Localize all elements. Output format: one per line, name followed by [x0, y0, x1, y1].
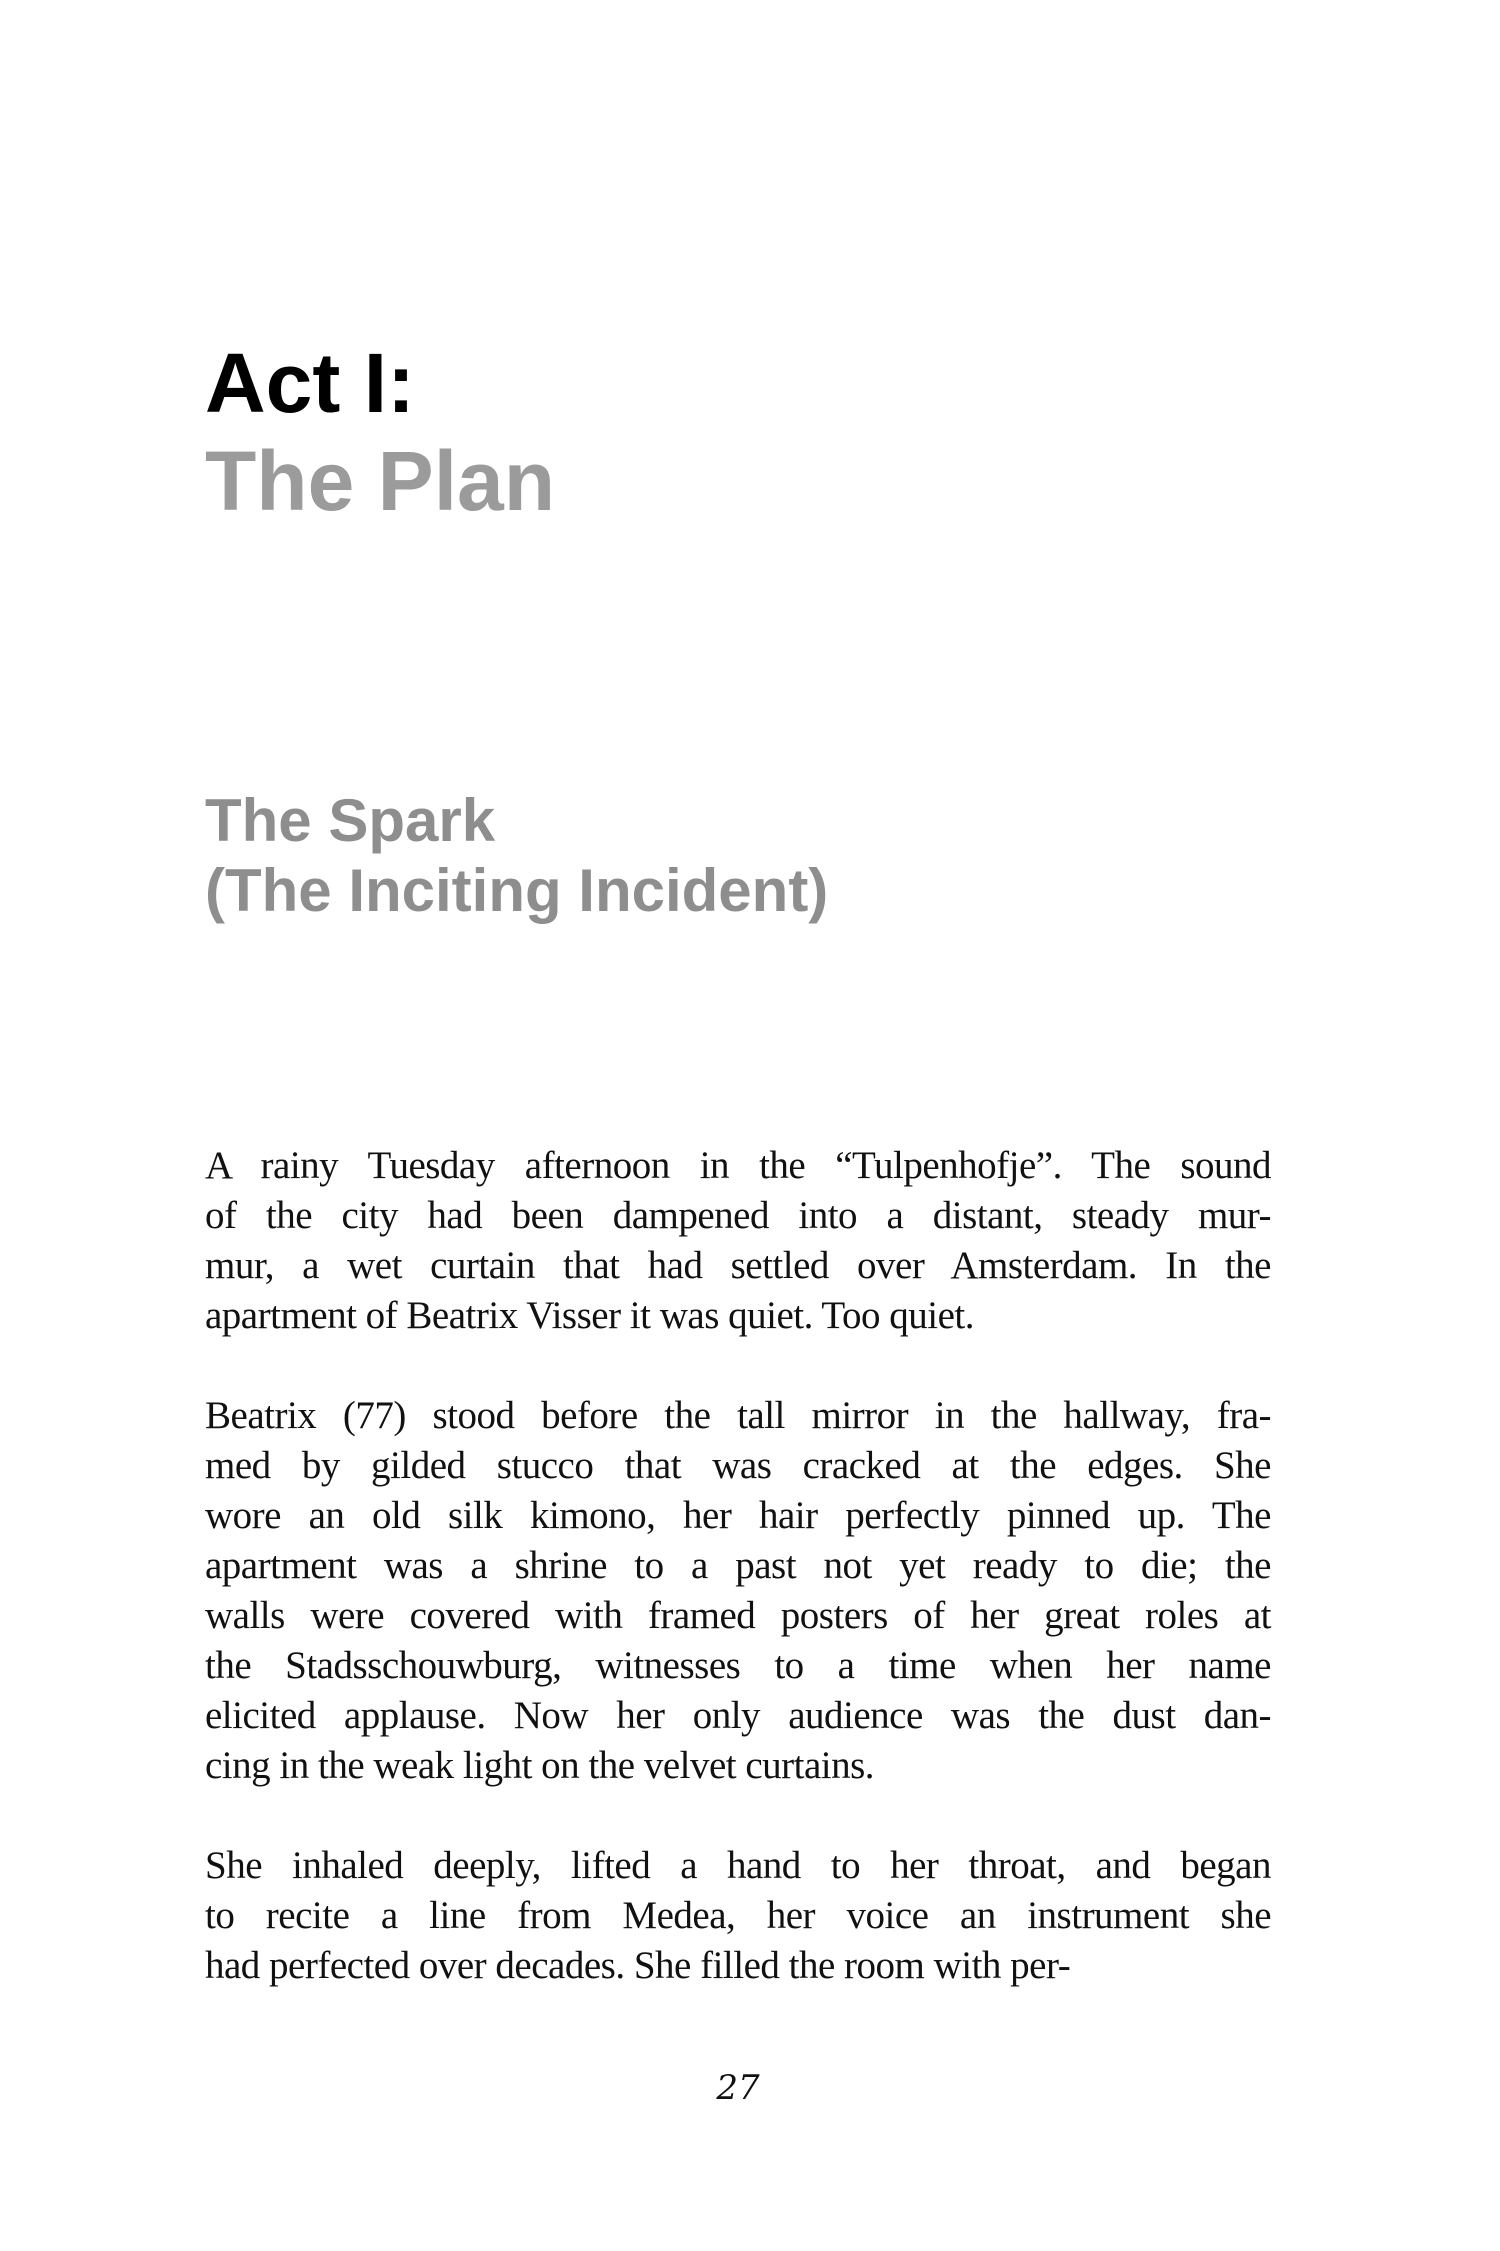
act-number: Act I:	[205, 336, 415, 430]
section-title-line1: The Spark	[205, 787, 496, 854]
chapter-heading	[205, 334, 555, 530]
text-line: apartment was a shrine to a past not yet ready to die; the	[205, 1544, 1271, 1587]
section-title-line2: (The Inciting Incident)	[205, 857, 829, 924]
text-line: cing in the weak light on the velvet curtains.	[205, 1744, 875, 1787]
text-line: A rainy Tuesday afternoon in the “Tulpenhofje”. The sound	[205, 1144, 1271, 1187]
text-line: elicited applause. Now her only audience was the dust dan-	[205, 1694, 1271, 1737]
section-heading	[205, 786, 828, 926]
text-line: of the city had been dampened into a distant, steady mur-	[205, 1194, 1271, 1237]
text-line: mur, a wet curtain that had settled over Amsterdam. In the	[205, 1244, 1271, 1287]
text-line: the Stadsschouwburg, witnesses to a time when her name	[205, 1644, 1271, 1687]
text-line: wore an old silk kimono, her hair perfectly pinned up. The	[205, 1494, 1271, 1537]
paragraph	[205, 1141, 1271, 1341]
paragraph	[205, 1391, 1271, 1791]
text-line: med by gilded stucco that was cracked at the edges. She	[205, 1444, 1271, 1487]
act-title: The Plan	[205, 434, 556, 528]
body-text	[205, 1141, 1271, 2041]
text-line: She inhaled deeply, lifted a hand to her throat, and began	[205, 1844, 1271, 1887]
page-number: 27	[716, 2068, 760, 2108]
text-line: had perfected over decades. She filled the room with per-	[205, 1944, 1071, 1987]
text-line: to recite a line from Medea, her voice an instrument she	[205, 1894, 1271, 1937]
text-line: apartment of Beatrix Visser it was quiet. Too quiet.	[205, 1294, 974, 1337]
text-line: Beatrix (77) stood before the tall mirror in the hallway, fra-	[205, 1394, 1271, 1437]
paragraph	[205, 1841, 1271, 1991]
text-line: walls were covered with framed posters of her great roles at	[205, 1594, 1271, 1637]
